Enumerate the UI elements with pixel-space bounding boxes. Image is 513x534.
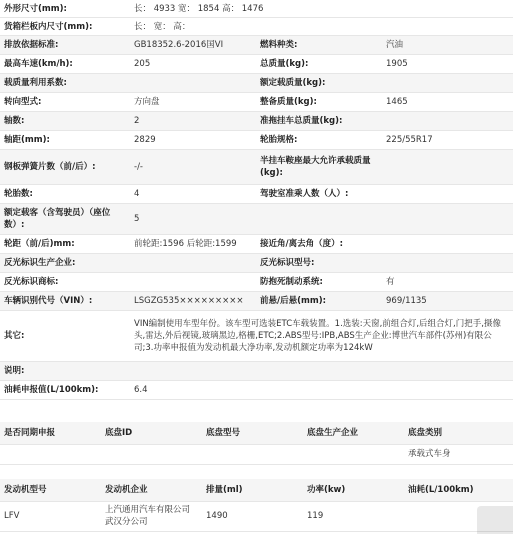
param-row	[0, 362, 513, 381]
param-label: 载质量利用系数:	[4, 78, 67, 88]
param-label: 防抱死制动系统:	[260, 277, 323, 287]
engine-header-fuel: 油耗(L/100km)	[408, 485, 474, 495]
param-label: 钢板弹簧片数（前/后）:	[4, 162, 96, 172]
param-row	[0, 112, 513, 131]
param-label: 轮胎数:	[4, 189, 33, 199]
param-label: 转向型式:	[4, 97, 42, 107]
section-gap	[0, 465, 513, 479]
param-value	[130, 362, 513, 380]
param-label: 准拖挂车总质量(kg):	[260, 116, 343, 126]
param-value: 205	[134, 59, 151, 69]
param-label: 燃料种类:	[260, 40, 298, 50]
chassis-header-id: 底盘ID	[105, 428, 133, 438]
chassis-header-model: 底盘型号	[206, 428, 241, 438]
param-row	[0, 311, 513, 362]
param-label: 车辆识别代号（VIN）:	[4, 296, 93, 306]
engine-header-model: 发动机型号	[4, 485, 47, 495]
engine-cell-model: LFV	[4, 511, 20, 521]
param-label: 反光标识生产企业:	[4, 258, 76, 268]
param-value	[382, 112, 513, 130]
param-row	[0, 204, 513, 235]
param-value: LSGZG535×××××××××	[134, 296, 244, 306]
param-label: 轮距（前/后)mm:	[4, 239, 75, 249]
param-value: 长： 4933 宽： 1854 高： 1476	[134, 3, 264, 14]
chassis-header-maker: 底盘生产企业	[307, 428, 359, 438]
param-value: 969/1135	[386, 296, 427, 306]
param-value	[382, 254, 513, 272]
param-label: 额定载客（含驾驶员）（座位数）:	[4, 208, 111, 230]
engine-header-power: 功率(kw)	[307, 485, 346, 495]
param-value: -/-	[134, 162, 143, 172]
param-value: 4	[134, 189, 140, 199]
param-value: 6.4	[134, 385, 148, 395]
param-label: 轮胎规格:	[260, 135, 298, 145]
param-value: VIN编制使用车型年份。该车型可选装ETC车载装置。1.选装:天窗,前组合灯,后组合灯,门把手,摄像头,雷达,外后视镜,玻璃黑边,格栅,ETC;2.ABS型号:IPB,ABS生产企业:博世汽车部件(苏州)有限公司;3.功率申报值为发动机最大净功率,发动机额定功率为124kW	[134, 319, 501, 353]
param-row	[0, 273, 513, 292]
param-label: 总质量(kg):	[260, 59, 309, 69]
param-row	[0, 381, 513, 400]
param-value: 长： 宽： 高：	[134, 21, 191, 32]
engine-cell-maker: 上汽通用汽车有限公司武汉分公司	[105, 505, 191, 527]
param-label: 反光标识商标:	[4, 277, 59, 287]
param-value	[130, 74, 256, 92]
param-row	[0, 93, 513, 112]
param-label: 说明:	[4, 366, 25, 376]
param-value	[130, 273, 256, 291]
param-label: 其它:	[4, 331, 25, 341]
param-value	[130, 254, 256, 272]
chassis-header-type: 底盘类别	[408, 428, 443, 438]
param-label: 半挂车鞍座最大允许承载质量(kg):	[260, 156, 371, 178]
param-row	[0, 18, 513, 36]
chassis-header-simultaneous: 是否同期申报	[4, 428, 56, 438]
param-row	[0, 36, 513, 55]
param-value: 方向盘	[134, 97, 160, 107]
param-row	[0, 55, 513, 74]
engine-cell-displacement: 1490	[206, 511, 228, 521]
engine-table-header	[0, 479, 513, 502]
section-gap	[0, 412, 513, 422]
param-row	[0, 131, 513, 150]
param-label: 油耗申报值(L/100km):	[4, 385, 99, 395]
engine-header-displacement: 排量(ml)	[206, 485, 243, 495]
chassis-cell-id	[101, 444, 202, 464]
param-value: 1905	[386, 59, 408, 69]
param-value	[382, 235, 513, 253]
param-value: 2	[134, 116, 140, 126]
param-row	[0, 235, 513, 254]
param-label: 整备质量(kg):	[260, 97, 317, 107]
param-row	[0, 254, 513, 273]
chassis-table-header	[0, 422, 513, 445]
chassis-cell-type: 承载式车身	[408, 449, 451, 459]
chassis-table-row	[0, 444, 513, 465]
param-label: 轴距(mm):	[4, 135, 50, 145]
watermark-logo	[477, 506, 513, 534]
param-value: GB18352.6-2016国VI	[134, 40, 224, 50]
engine-header-maker: 发动机企业	[105, 485, 148, 495]
param-label: 轴数:	[4, 116, 25, 126]
chassis-cell-model	[202, 444, 303, 464]
param-row	[0, 292, 513, 311]
param-label: 额定载质量(kg):	[260, 78, 326, 88]
param-label: 外形尺寸(mm):	[4, 3, 67, 14]
param-label: 反光标识型号:	[260, 258, 315, 268]
param-value: 1465	[386, 97, 408, 107]
param-label: 前悬/后悬(mm):	[260, 296, 326, 306]
param-value	[382, 185, 513, 203]
chassis-cell-maker	[303, 444, 404, 464]
param-value: 2829	[134, 135, 156, 145]
param-value: 汽油	[386, 40, 404, 50]
param-row	[0, 74, 513, 93]
param-value: 5	[134, 214, 140, 224]
param-row	[0, 185, 513, 204]
param-value: 有	[386, 277, 395, 287]
chassis-cell-simultaneous	[0, 444, 101, 464]
param-value	[382, 74, 513, 92]
param-label: 排放依据标准:	[4, 40, 59, 50]
param-row	[0, 150, 513, 185]
engine-cell-power: 119	[307, 511, 324, 521]
param-value: 225/55R17	[386, 135, 433, 145]
param-label: 货箱栏板内尺寸(mm):	[4, 21, 93, 32]
param-row	[0, 0, 513, 18]
param-label: 最高车速(km/h):	[4, 59, 73, 69]
param-value: 前轮距:1596 后轮距:1599	[134, 239, 237, 249]
param-value	[382, 150, 513, 184]
param-label: 接近角/离去角（度）:	[260, 239, 344, 249]
engine-table-row	[0, 501, 513, 532]
param-label: 驾驶室准乘人数（人）:	[260, 189, 349, 199]
